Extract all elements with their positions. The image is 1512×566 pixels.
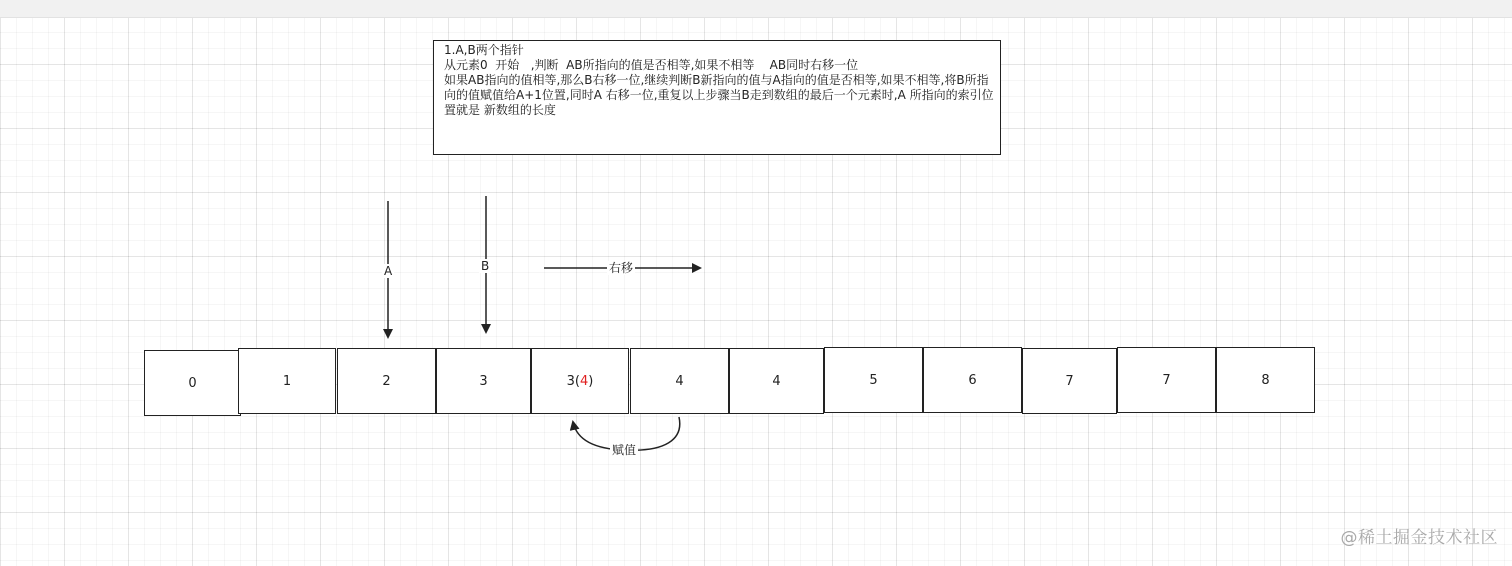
assign-label: 赋值 [612,443,637,457]
array-cell-new-value: 4 [579,373,589,389]
array-cell-9 [1022,348,1117,414]
watermark: @稀土掘金技术社区 [1340,528,1498,548]
note-line-3: 如果AB指向的值相等,那么B右移一位,继续判断B新指向的值与A指向的值是否相等,如果不相等,将B所指向的值赋值给A+1位置,同时A 右移一位,重复以上步骤当B走到数组的最后一个元素时,A 所指向的索引位置就是 新数组的长度 [444,73,994,117]
array-cell-value: 3 [479,373,488,389]
pointer-b-label: B [481,259,490,273]
array-cell-value: 5 [869,372,878,388]
array-cell-0 [144,350,241,416]
array-cell-11 [1216,347,1315,413]
array-cell-value: 7 [1065,373,1074,389]
array-cell-6 [729,348,824,414]
array-cell-value: 8 [1261,372,1270,388]
array-cell-suffix: ) [588,373,594,389]
array-cell-value: 6 [968,372,977,388]
note-line-1: 1.A,B两个指针 [444,43,524,57]
array-cell-2 [337,348,436,414]
note-line-2: 从元素0 开始 ,判断 AB所指向的值是否相等,如果不相等 AB同时右移一位 [444,58,859,72]
array-cell-value: 0 [188,375,197,391]
array-cell-value: 4 [675,373,684,389]
array-cell-8 [923,347,1022,413]
array-cell-5 [630,348,729,414]
array-cell-value: 7 [1162,372,1171,388]
array-cell-value: 1 [282,373,292,389]
array-cell-value: 4 [772,373,781,389]
array-cell-7 [824,347,923,413]
array-cell-value: 3( [566,373,580,389]
array-cell-1 [238,348,336,414]
pointer-a-label: A [384,264,393,278]
array-cell-3 [436,348,531,414]
array-cell-4 [531,348,629,414]
array-cell-value: 2 [382,373,391,389]
move-right-label: 右移 [609,261,634,275]
array-cell-10 [1117,347,1216,413]
